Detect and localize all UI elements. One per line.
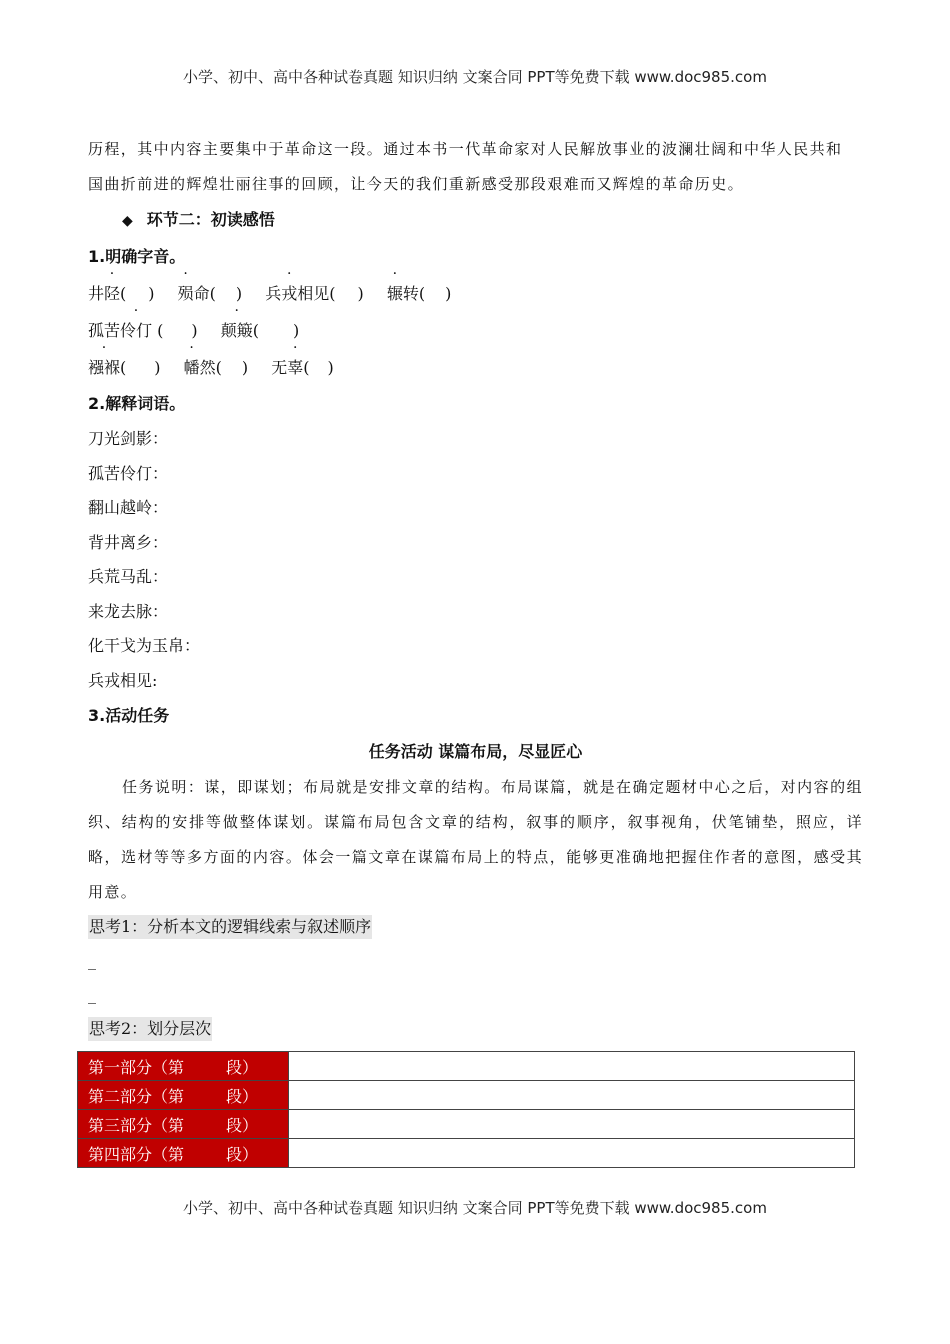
term-item: 来龙去脉：: [88, 601, 169, 621]
table-row: [78, 1139, 855, 1168]
pinyin-item: 颠簸( ): [220, 321, 300, 340]
part-answer-cell[interactable]: [289, 1139, 855, 1168]
emphasis-dot: 殒: [177, 284, 194, 303]
pinyin-row-1: [88, 275, 863, 312]
pinyin-item: 辗转( ): [386, 284, 452, 303]
part-label: 第四部分（第 段）: [78, 1139, 289, 1168]
emphasis-dot: 幡: [183, 358, 200, 377]
part-answer-cell[interactable]: [289, 1081, 855, 1110]
part-label: 第二部分（第 段）: [78, 1081, 289, 1110]
term-item: 化干戈为玉帛：: [88, 636, 201, 655]
pinyin-item: 孤苦伶仃 ( ): [88, 321, 198, 340]
emphasis-dot: 辗: [386, 284, 403, 303]
emphasis-dot: 戎: [281, 284, 298, 303]
intro-line-2: 国曲折前进的辉煌壮丽往事的回顾，让今天的我们重新感受那段艰难而又辉煌的革命历史。: [88, 175, 745, 193]
table-row: [78, 1081, 855, 1110]
term-item: 兵荒马乱：: [88, 567, 169, 586]
think-2-line: [88, 1012, 863, 1046]
table-row: [78, 1052, 855, 1081]
part-label: 第一部分（第 段）: [78, 1052, 289, 1081]
think-2-prompt: 思考2：划分层次: [88, 1017, 212, 1041]
parts-table: [77, 1051, 855, 1168]
page-footer: 小学、初中、高中各种试卷真题 知识归纳 文案合同 PPT等免费下载 www.doc985.com: [183, 1199, 767, 1217]
explain-title: 2.解释词语。: [88, 394, 186, 413]
emphasis-dot: 颠簸: [220, 321, 253, 340]
think-1-line: [88, 910, 863, 944]
term-item: 翻山越岭：: [88, 498, 169, 517]
page-content: [88, 132, 863, 1046]
section-title: 环节二：初读感悟: [146, 210, 275, 229]
pinyin-row-3: [88, 349, 863, 386]
emphasis-dot: 辜: [287, 358, 304, 377]
term-item: 孤苦伶仃：: [88, 463, 169, 483]
answer-blank[interactable]: _: [88, 951, 96, 970]
emphasis-dot: 伶仃: [120, 321, 153, 340]
pinyin-item: 幡然( ): [183, 358, 249, 377]
term-item: 兵戎相见:: [88, 670, 158, 690]
part-label: 第三部分（第 段）: [78, 1110, 289, 1139]
answer-blank[interactable]: _: [88, 985, 96, 1004]
diamond-icon: ◆: [122, 213, 133, 229]
task-title: 任务活动 谋篇布局，尽显匠心: [368, 742, 583, 761]
intro-line-1: 历程，其中内容主要集中于革命这一段。通过本书一代革命家对人民解放事业的波澜壮阔和中华人民共和: [88, 140, 843, 158]
part-answer-cell[interactable]: [289, 1110, 855, 1139]
part-answer-cell[interactable]: [289, 1052, 855, 1081]
pinyin-item: 无辜( ): [271, 358, 334, 377]
pinyin-item: 兵戎相见( ): [265, 284, 364, 303]
emphasis-dot: 陉: [104, 284, 121, 303]
pinyin-item: 襁褓( ): [88, 358, 161, 377]
table-row: [78, 1110, 855, 1139]
section-heading: [88, 202, 863, 239]
pinyin-row-2: [88, 312, 863, 349]
think-1-prompt: 思考1：分析本文的逻辑线索与叙述顺序: [88, 915, 372, 939]
pinyin-item: 殒命( ): [177, 284, 243, 303]
emphasis-dot: 襁褓: [88, 358, 121, 377]
pinyin-title: 1.明确字音。: [88, 247, 186, 266]
term-item: 背井离乡：: [88, 532, 169, 552]
pinyin-item: 井陉( ): [88, 284, 155, 303]
activity-title: 3.活动任务: [88, 706, 170, 725]
term-item: 刀光剑影：: [88, 429, 169, 448]
page-header: 小学、初中、高中各种试卷真题 知识归纳 文案合同 PPT等免费下载 www.doc985.com: [183, 68, 767, 86]
task-description: 任务说明：谋，即谋划；布局就是安排文章的结构。布局谋篇，就是在确定题材中心之后，对内容的组织、结构的安排等做整体谋划。谋篇布局包含文章的结构，叙事的顺序，叙事视角，伏笔铺垫，照应，详略，选材等等多方面的内容。体会一篇文章在谋篇布局上的特点，能够更准确地把握住作者的意图，感受其用意。: [88, 778, 863, 901]
